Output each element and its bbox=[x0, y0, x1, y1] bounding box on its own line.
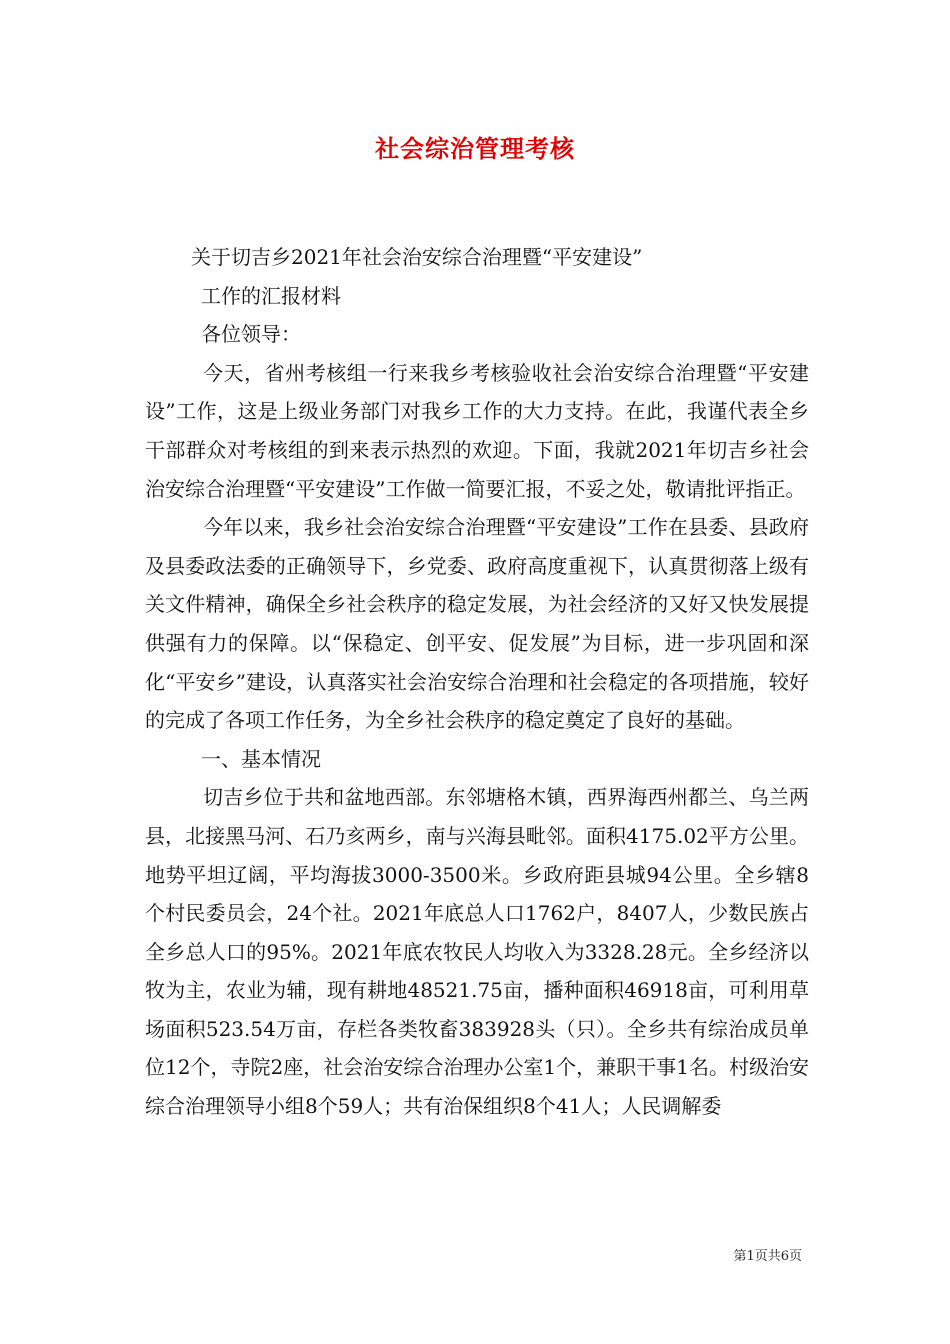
page-number: 第1页共6页 bbox=[733, 1249, 802, 1264]
paragraph-basic-info: 切吉乡位于共和盆地西部。东邻塘格木镇，西界海西州都兰、乌兰两县，北接黑马河、石乃亥两乡，南与兴海县毗邻。面积4175.02平方公里。地势平坦辽阔，平均海拔3000-3500米。乡政府距县城94公里。全乡辖8个村民委员会，24个社。2021年底总人口1762户，8407人，少数民族占全乡总人口的95%。2021年底农牧民人均收入为3328.28元。全乡经济以牧为主，农业为辅，现有耕地48521.75亩，播种面积46918亩，可利用草场面积523.54万亩，存栏各类牧畜383928头（只）。全乡共有综治成员单位12个，寺院2座，社会治安综合治理办公室1个，兼职干事1名。村级治安综合治理领导小组8个59人；共有治保组织8个41人；人民调解委 bbox=[145, 785, 809, 1119]
document-title: 社会综治管理考核 bbox=[375, 134, 575, 163]
paragraph-opening: 今天，省州考核组一行来我乡考核验收社会治安综合治理暨“平安建设”工作，这是上级业务部门对我乡工作的大力支持。在此，我谨代表全乡干部群众对考核组的到来表示热烈的欢迎。下面，我就2021年切吉乡社会治安综合治理暨“平安建设”工作做一简要汇报，不妥之处，敬请批评指正。 bbox=[145, 360, 809, 501]
report-heading-line-1: 关于切吉乡2021年社会治安综合治理暨“平安建设” bbox=[191, 245, 643, 269]
paragraph-overview: 今年以来，我乡社会治安综合治理暨“平安建设”工作在县委、县政府及县委政法委的正确领导下，乡党委、政府高度重视下，认真贯彻落上级有关文件精神，确保全乡社会秩序的稳定发展，为社会经济的又好又快发展提供强有力的保障。以“保稳定、创平安、促发展”为目标，进一步巩固和深化“平安乡”建设，认真落实社会治安综合治理和社会稳定的各项措施，较好的完成了各项工作任务，为全乡社会秩序的稳定奠定了良好的基础。 bbox=[145, 515, 809, 733]
document-body bbox=[145, 238, 809, 1126]
section-heading: 一、基本情况 bbox=[201, 746, 321, 771]
salutation: 各位领导： bbox=[201, 322, 301, 347]
report-heading-line-2: 工作的汇报材料 bbox=[201, 283, 341, 308]
